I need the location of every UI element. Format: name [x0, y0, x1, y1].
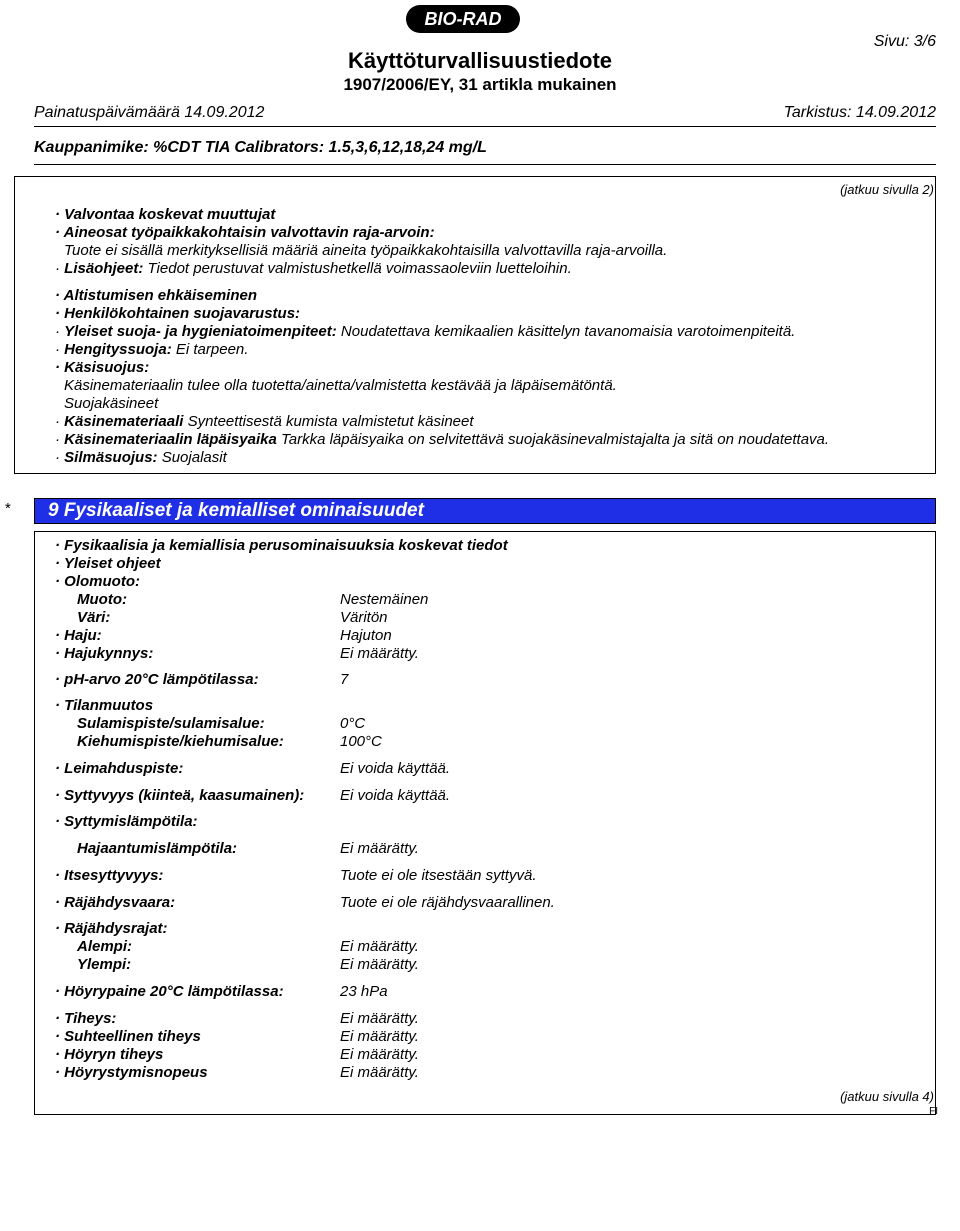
vapour-density-label: · Höyryn tiheys	[55, 1046, 164, 1063]
boiling-value: 100°C	[340, 733, 382, 750]
upper-limit-value: Ei määrätty.	[340, 956, 419, 973]
lower-limit-value: Ei määrätty.	[340, 938, 419, 955]
odor-value: Hajuton	[340, 627, 392, 644]
vapour-pressure-value: 23 hPa	[340, 983, 388, 1000]
vapour-pressure-label: · Höyrypaine 20°C lämpötilassa:	[55, 983, 284, 1000]
evaporation-value: Ei määrätty.	[340, 1064, 419, 1081]
explosion-value: Tuote ei ole räjähdysvaarallinen.	[340, 894, 555, 911]
revision-date: Tarkistus: 14.09.2012	[783, 104, 936, 121]
self-ignition-label: · Itsesyttyvyys:	[55, 867, 164, 884]
ingredients-label: · Aineosat työpaikkakohtaisin valvottavin raja-arvoin:	[55, 224, 435, 241]
document-subtitle: 1907/2006/EY, 31 artikla mukainen	[343, 75, 617, 94]
ppe-label: · Henkilökohtainen suojavarustus:	[55, 305, 301, 322]
exposure-controls: · Altistumisen ehkäiseminen	[55, 287, 258, 304]
self-ignition-value: Tuote ei ole itsestään syttyvä.	[340, 867, 537, 884]
melting-value: 0°C	[340, 715, 366, 732]
document-title: Käyttöturvallisuustiedote	[347, 48, 613, 73]
lower-limit-label: Alempi:	[77, 938, 133, 955]
relative-density-value: Ei määrätty.	[340, 1028, 419, 1045]
basic-properties: · Fysikaalisia ja kemiallisia perusominaisuuksia koskevat tiedot	[55, 537, 508, 554]
print-date: Painatuspäivämäärä 14.09.2012	[34, 104, 265, 121]
revision-marker: *	[5, 500, 11, 517]
odor-label: · Haju:	[55, 627, 102, 644]
decomposition-value: Ei määrätty.	[340, 840, 419, 857]
eye-protection: · Silmäsuojus: Suojalasit	[55, 449, 227, 466]
ph-value: 7	[340, 671, 349, 688]
section9-title: 9 Fysikaaliset ja kemialliset ominaisuudet	[48, 500, 424, 521]
relative-density-label: · Suhteellinen tiheys	[55, 1028, 201, 1045]
flash-point-value: Ei voida käyttää.	[340, 760, 451, 777]
bio-rad-logo-text: BIO-RAD	[424, 9, 502, 29]
flash-point-label: · Leimahduspiste:	[55, 760, 184, 777]
upper-limit-label: Ylempi:	[77, 956, 132, 973]
odor-threshold-value: Ei määrätty.	[340, 645, 419, 662]
product-divider	[34, 164, 936, 165]
melting-label: Sulamispiste/sulamisalue:	[77, 715, 265, 732]
state-change-label: · Tilanmuutos	[55, 697, 154, 714]
boiling-label: Kiehumispiste/kiehumisalue:	[77, 733, 284, 750]
general-info: · Yleiset ohjeet	[55, 555, 161, 572]
control-params: · Valvontaa koskevat muuttujat	[55, 206, 276, 223]
appearance-label: · Olomuoto:	[55, 573, 140, 590]
form-label: Muoto:	[77, 591, 127, 608]
evaporation-label: · Höyrystymisnopeus	[55, 1064, 208, 1081]
general-measures: · Yleiset suoja- ja hygieniatoimenpiteet: Noudatettava kemikaalien käsittelyn tavanomaisia varotoimenpiteitä.	[55, 323, 796, 340]
odor-threshold-label: · Hajukynnys:	[55, 645, 154, 662]
hand-protection-label: · Käsisuojus:	[55, 359, 150, 376]
page-number: Sivu: 3/6	[873, 33, 936, 50]
product-name: Kauppanimike: %CDT TIA Calibrators: 1.5,3,6,12,18,24 mg/L	[34, 139, 487, 156]
hand-protection-text: Käsinemateriaalin tulee olla tuotetta/ainetta/valmistetta kestävää ja läpäisemätöntä.	[64, 377, 617, 394]
protective-gloves: Suojakäsineet	[64, 395, 159, 412]
flammability-value: Ei voida käyttää.	[340, 787, 451, 804]
language-code: FI	[929, 1106, 938, 1117]
ingredients-text: Tuote ei sisällä merkityksellisiä määriä aineita työpaikkakohtaisilla valvottavilla raja-arvoilla.	[64, 242, 668, 259]
ph-label: · pH-arvo 20°C lämpötilassa:	[55, 671, 259, 688]
flammability-label: · Syttyvyys (kiinteä, kaasumainen):	[55, 787, 305, 804]
ignition-label: · Syttymislämpötila:	[55, 813, 198, 830]
density-value: Ei määrätty.	[340, 1010, 419, 1027]
color-label: Väri:	[77, 609, 111, 626]
bio-rad-logo	[405, 4, 521, 34]
penetration-time: · Käsinemateriaalin läpäisyaika Tarkka läpäisyaika on selvitettävä suojakäsinevalmistajalta ja sitä on noudatettava.	[55, 431, 830, 448]
form-value: Nestemäinen	[340, 591, 429, 608]
vapour-density-value: Ei määrätty.	[340, 1046, 419, 1063]
continued-on: (jatkuu sivulla 4)	[840, 1089, 934, 1104]
additional-info: · Lisäohjeet: Tiedot perustuvat valmistushetkellä voimassaoleviin luetteloihin.	[55, 260, 572, 277]
header-divider	[34, 126, 936, 127]
decomposition-label: Hajaantumislämpötila:	[77, 840, 238, 857]
color-value: Väritön	[340, 609, 388, 626]
continued-from: (jatkuu sivulla 2)	[840, 182, 934, 197]
density-label: · Tiheys:	[55, 1010, 117, 1027]
explosion-limits-label: · Räjähdysrajat:	[55, 920, 168, 937]
explosion-label: · Räjähdysvaara:	[55, 894, 176, 911]
respiratory-protection: · Hengityssuoja: Ei tarpeen.	[55, 341, 249, 358]
glove-material: · Käsinemateriaali Synteettisestä kumista valmistetut käsineet	[55, 413, 474, 430]
